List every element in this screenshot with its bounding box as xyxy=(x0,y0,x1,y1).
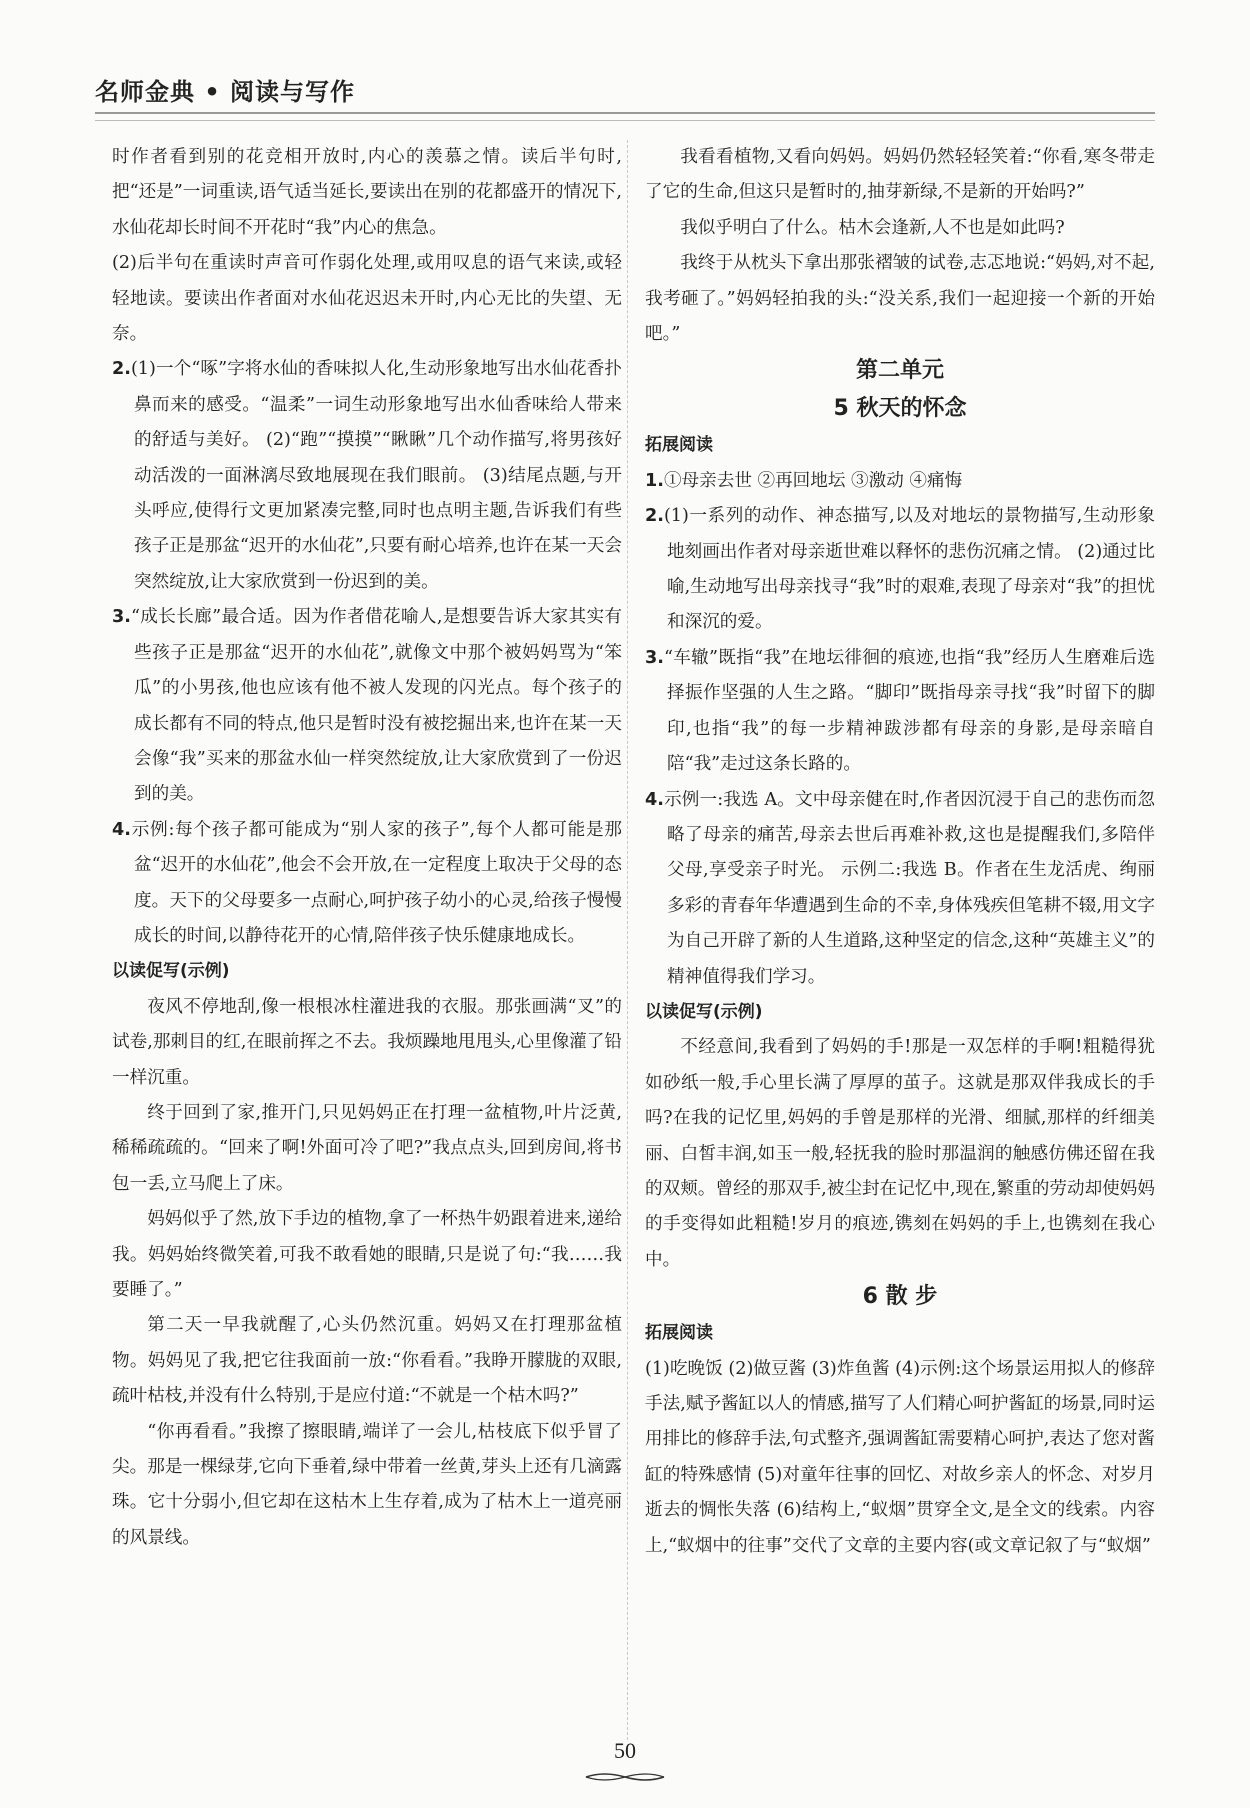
answer-b3-text: “车辙”既指“我”在地坛徘徊的痕迹,也指“我”经历人生磨难后选择振作坚强的人生之路。“脚印”既指母亲寻找“我”时留下的脚印,也指“我”的每一步精神跋涉都有母亲的身影,是母亲暗自陪“我”走过这条长路的。 xyxy=(663,647,1155,775)
writing-paragraph-1: 夜风不停地刮,像一根根冰柱灌进我的衣服。那张画满“叉”的试卷,那刺目的红,在眼前挥之不去。我烦躁地甩甩头,心里像灌了铅一样沉重。 xyxy=(112,996,622,1088)
answer-b3-number: 3. xyxy=(645,647,664,668)
page-ornament-icon xyxy=(584,1770,666,1784)
header-title: 名师金典 • 阅读与写作 xyxy=(95,78,356,106)
column-divider xyxy=(627,140,628,1740)
writing-paragraph-2: 终于回到了家,推开门,只见妈妈正在打理一盆植物,叶片泛黄,稀稀疏疏的。“回来了啊!外面可冷了吧?”我点点头,回到房间,将书包一丢,立马爬上了床。 xyxy=(112,1102,622,1194)
answer-b2-number: 2. xyxy=(645,506,664,527)
answer-2-number: 2. xyxy=(112,359,131,380)
answer-3 xyxy=(112,600,622,812)
section-label-extended-reading-1: 拓展阅读 xyxy=(645,435,713,456)
section-label-writing-2: 以读促写(示例) xyxy=(645,1001,763,1022)
writing-paragraph-3: 妈妈似乎了然,放下手边的植物,拿了一杯热牛奶跟着进来,递给我。妈妈始终微笑着,可我不敢看她的眼睛,只是说了句:“我……我要睡了。” xyxy=(112,1209,622,1300)
lesson-5-title: 5 秋天的怀念 xyxy=(833,396,967,422)
left-paragraph-1: 时作者看到别的花竞相开放时,内心的羡慕之情。读后半句时,把“还是”一词重读,语气适当延长,要读出在别的花都盛开的情况下,水仙花却长时间不开花时“我”内心的焦急。 xyxy=(112,147,622,238)
writing-paragraph-4: 第二天一早我就醒了,心头仍然沉重。妈妈又在打理那盆植物。妈妈见了我,把它往我面前一放:“你看看。”我睁开朦胧的双眼,疏叶枯枝,并没有什么特别,于是应付道:“不就是一个枯木吗?” xyxy=(112,1315,622,1407)
answer-4-number: 4. xyxy=(112,819,131,840)
writing-paragraph-5: “你再看看。”我擦了擦眼睛,端详了一会儿,枯枝底下似乎冒了尖。那是一棵绿芽,它向下垂着,绿中带着一丝黄,芽头上还有几滴露珠。它十分弱小,但它却在这枯木上生存着,成为了枯木上一道亮丽的风景线。 xyxy=(112,1421,622,1548)
answer-2 xyxy=(112,352,622,600)
lesson-6-answers: (1)吃晚饭 (2)做豆酱 (3)炸鱼酱 (4)示例:这个场景运用拟人的修辞手法,赋予酱缸以人的情感,描写了人们精心呵护酱缸的场景,同时运用排比的修辞手法,句式整齐,强调酱缸需要精心呵护,表达了您对酱缸的特殊感情 (5)对童年往事的回忆、对故乡亲人的怀念、对岁月逝去的惆怅失落 (6)结构上,“蚁烟”贯穿全文,是全文的线索。内容上,“蚁烟中的往事”交代了文章的主要内容(或文章记叙了与“蚁烟” xyxy=(645,1358,1155,1556)
right-paragraph-2: 我似乎明白了什么。枯木会逢新,人不也是如此吗? xyxy=(680,217,1065,238)
lesson-6-title: 6 散 步 xyxy=(862,1284,938,1310)
answer-b4 xyxy=(645,783,1155,995)
answer-3-text: “成长长廊”最合适。因为作者借花喻人,是想要告诉大家其实有些孩子正是那盆“迟开的水仙花”,就像文中那个被妈妈骂为“笨瓜”的小男孩,他也应该有他不被人发现的闪光点。每个孩子的成长都有不同的特点,他只是暂时没有被挖掘出来,也许在某一天会像“我”买来的那盆水仙一样突然绽放,让大家欣赏到了一份迟到的美。 xyxy=(130,607,622,805)
left-paragraph-2: (2)后半句在重读时声音可作弱化处理,或用叹息的语气来读,或轻轻地读。要读出作者面对水仙花迟迟未开时,内心无比的失望、无奈。 xyxy=(112,253,622,345)
answer-b2 xyxy=(645,499,1155,641)
answer-b2-text: (1)一系列的动作、神态描写,以及对地坛的景物描写,生动形象地刻画出作者对母亲逝世难以释怀的悲伤沉痛之情。 (2)通过比喻,生动地写出母亲找寻“我”时的艰难,表现了母亲对“我”的担忧和深沉的爱。 xyxy=(663,506,1155,633)
left-column xyxy=(112,140,622,1556)
unit-title: 第二单元 xyxy=(855,358,944,384)
writing-example-2: 不经意间,我看到了妈妈的手!那是一双怎样的手啊!粗糙得犹如砂纸一般,手心里长满了厚厚的茧子。这就是那双伴我成长的手吗?在我的记忆里,妈妈的手曾是那样的光滑、细腻,那样的纤细美丽、白皙丰润,如玉一般,轻抚我的脸时那温润的触感仿佛还留在我的双颊。曾经的那双手,被尘封在记忆中,现在,繁重的劳动却使妈妈的手变得如此粗糙!岁月的痕迹,镌刻在妈妈的手上,也镌刻在我心中。 xyxy=(645,1037,1155,1270)
answer-2-text: (1)一个“啄”字将水仙的香味拟人化,生动形象地写出水仙花香扑鼻而来的感受。“温柔”一词生动形象地写出水仙香味给人带来的舒适与美好。 (2)“跑”“摸摸”“瞅瞅”几个动作描写,将男孩好动活泼的一面淋漓尽致地展现在我们眼前。 (3)结尾点题,与开头呼应,使得行文更加紧凑完整,同时也点明主题,告诉我们有些孩子正是那盆“迟开的水仙花”,只要有耐心培养,也许在某一天会突然绽放,让大家欣赏到一份迟到的美。 xyxy=(130,359,622,592)
answer-b4-number: 4. xyxy=(645,789,664,810)
right-paragraph-1: 我看看植物,又看向妈妈。妈妈仍然轻轻笑着:“你看,寒冬带走了它的生命,但这只是暂时的,抽芽新绿,不是新的开始吗?” xyxy=(645,147,1155,203)
answer-b1-number: 1. xyxy=(645,470,664,491)
answer-4 xyxy=(112,813,622,955)
page-number: 50 xyxy=(614,1738,636,1763)
right-column xyxy=(645,140,1155,1564)
answer-3-number: 3. xyxy=(112,607,131,628)
page-header xyxy=(95,72,1155,107)
answer-4-text: 示例:每个孩子都可能成为“别人家的孩子”,每个人都可能是那盆“迟开的水仙花”,他会不会开放,在一定程度上取决于父母的态度。天下的父母要多一点耐心,呵护孩子幼小的心灵,给孩子慢慢成长的时间,以静待花开的心情,陪伴孩子快乐健康地成长。 xyxy=(130,819,622,946)
answer-b4-text: 示例一:我选 A。文中母亲健在时,作者因沉浸于自己的悲伤而忽略了母亲的痛苦,母亲去世后再难补救,这也是提醒我们,多陪伴父母,享受亲子时光。 示例二:我选 B。作者在生龙活虎、绚丽多彩的青春年华遭遇到生命的不幸,身体残疾但笔耕不辍,用文字为自己开辟了新的人生道路,这种坚定的信念,这种“英雄主义”的精神值得我们学习。 xyxy=(663,789,1155,987)
answer-b1-text: ①母亲去世 ②再回地坛 ③激动 ④痛悔 xyxy=(663,470,963,491)
section-label-writing: 以读促写(示例) xyxy=(112,961,230,982)
section-label-extended-reading-2: 拓展阅读 xyxy=(645,1323,713,1344)
header-rule xyxy=(95,112,1155,121)
right-paragraph-3: 我终于从枕头下拿出那张褶皱的试卷,志忑地说:“妈妈,对不起,我考砸了。”妈妈轻拍我的头:“没关系,我们一起迎接一个新的开始吧。” xyxy=(645,253,1155,345)
answer-b1 xyxy=(645,464,1155,499)
answer-b3 xyxy=(645,641,1155,783)
